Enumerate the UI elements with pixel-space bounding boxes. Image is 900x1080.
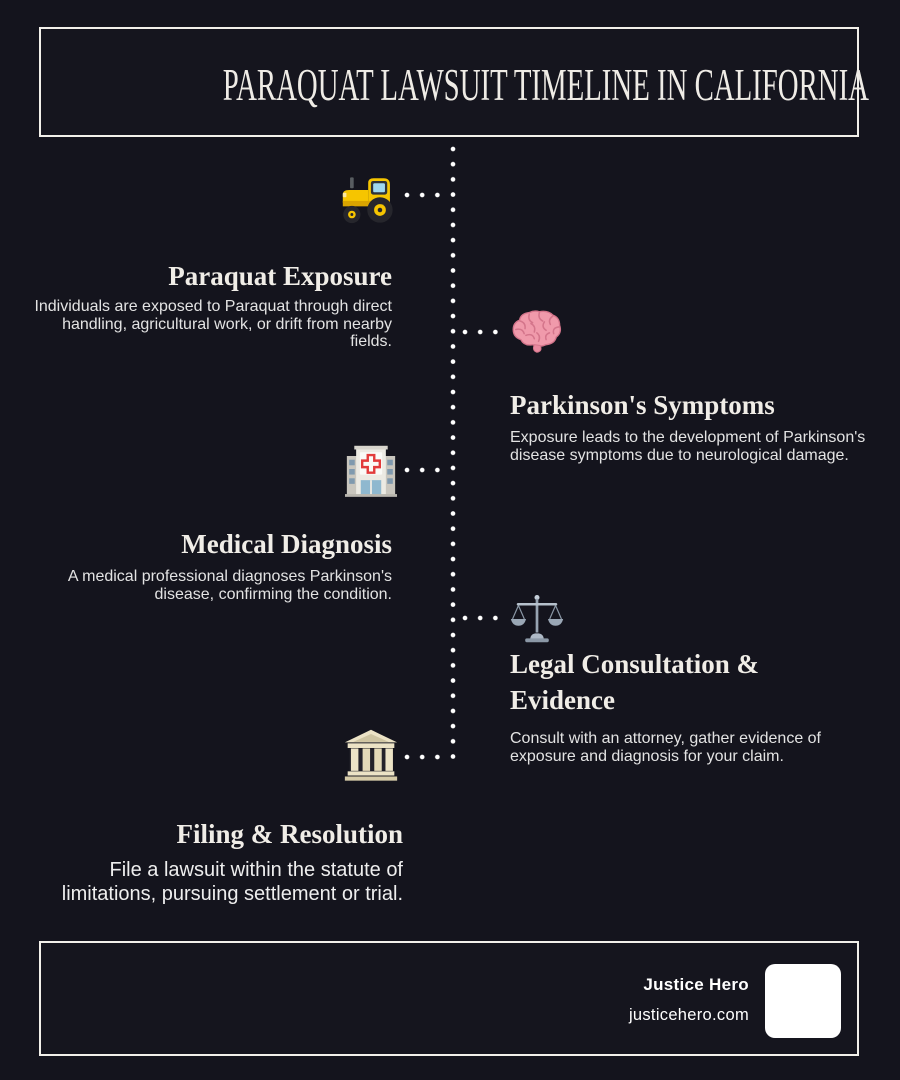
timeline-spine xyxy=(450,146,456,762)
step-1-description: Individuals are exposed to Paraquat through direct handling, agricultural work, or drift from nearby fields. xyxy=(34,298,392,350)
step-1-title: Paraquat Exposure xyxy=(168,261,392,291)
brand-website: justicehero.com xyxy=(628,1006,749,1024)
brand-block xyxy=(629,975,749,1025)
header-frame xyxy=(39,27,869,137)
scales-of-justice-icon xyxy=(510,593,564,650)
step-5-description: File a lawsuit within the statute of limitations, pursuing settlement or trial. xyxy=(61,859,403,905)
step-5-title: Filing & Resolution xyxy=(176,819,403,849)
brand-name: Justice Hero xyxy=(643,975,749,994)
connector-step-4 xyxy=(462,615,508,621)
step-4-description: Consult with an attorney, gather evidence of exposure and diagnosis for your claim. xyxy=(510,730,821,765)
courthouse-icon xyxy=(343,727,399,788)
step-4-title: Legal Consultation & Evidence xyxy=(510,649,760,715)
footer-frame xyxy=(39,941,859,1056)
step-2-description: Exposure leads to the development of Parkinson's disease symptoms due to neurological damage. xyxy=(510,429,866,464)
connector-step-1 xyxy=(404,192,450,198)
brain-icon xyxy=(509,309,563,360)
step-3-description: A medical professional diagnoses Parkinson's disease, confirming the condition. xyxy=(67,568,392,603)
step-2-title: Parkinson's Symptoms xyxy=(510,390,775,420)
page-title: PARAQUAT LAWSUIT TIMELINE IN CALIFORNIA xyxy=(222,60,869,110)
step-3-title: Medical Diagnosis xyxy=(181,529,392,559)
hospital-icon xyxy=(345,441,397,502)
tractor-icon xyxy=(341,175,399,230)
brand-logo xyxy=(765,964,841,1038)
connector-step-3 xyxy=(404,467,450,473)
connector-step-2 xyxy=(462,329,508,335)
connector-step-5 xyxy=(404,754,450,760)
